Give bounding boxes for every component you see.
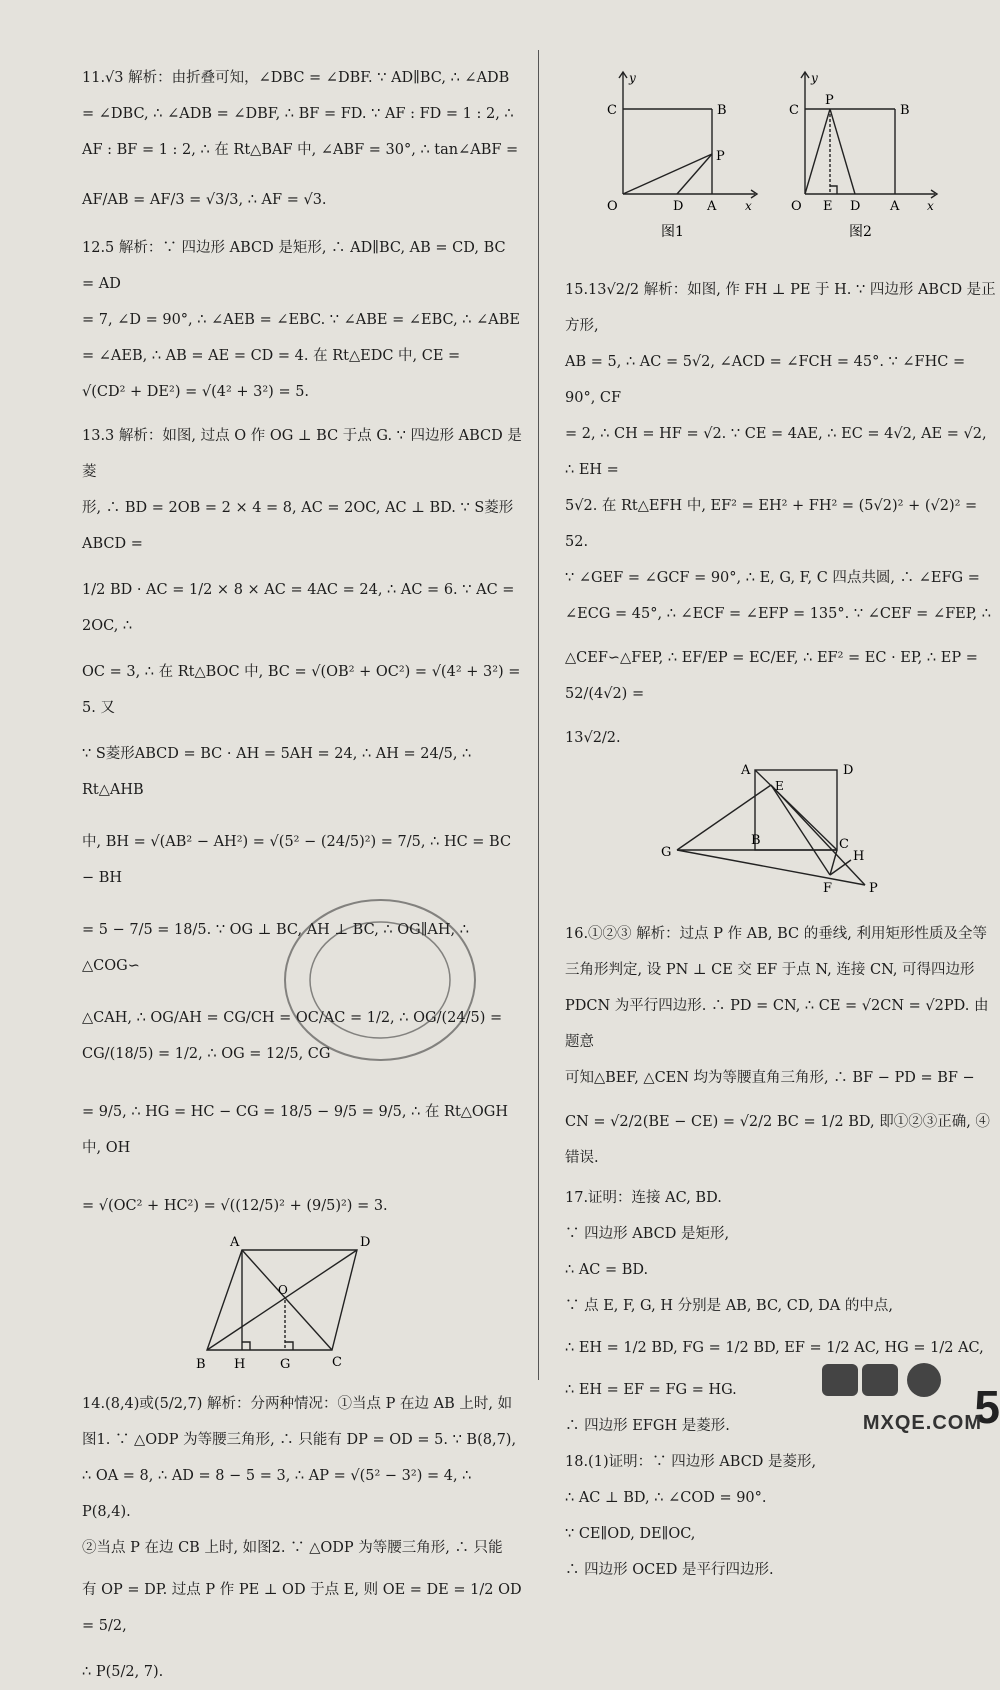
line: AF/AB = AF/3 = √3/3, ∴ AF = √3. [82,192,327,208]
label-C: C [839,837,849,852]
label-A: A [230,1235,240,1250]
label-F: F [823,881,833,896]
line: 14.(8,4)或(5/2,7) 解析：分两种情况：①当点 P 在边 AB 上时, 如 [82,1396,513,1412]
label-A: A [741,763,751,778]
line: ∴ AC = BD. [565,1262,649,1278]
label-A: A [890,199,900,214]
line: △CEF∽△FEP, ∴ EF/EP = EC/EF, ∴ EF² = EC · EP, ∴ EP = 52/(4√2) = [565,650,978,702]
figure-14-graphs [565,64,985,254]
label-O: O [278,1283,288,1297]
label-P: P [716,149,725,164]
line: ∴ AC ⊥ BD, ∴ ∠COD = 90°. [565,1490,767,1506]
line: ∴ 四边形 OCED 是平行四边形. [565,1562,774,1578]
label-D: D [673,199,684,214]
line: ∴ EH = EF = FG = HG. [565,1382,737,1398]
label-C: C [607,103,617,118]
label-B: B [900,103,910,118]
answer-12 [82,230,522,410]
line: 13√2/2. [565,730,621,746]
line: 13.3 解析：如图, 过点 O 作 OG ⊥ BC 于点 G. ∵ 四边形 ABCD 是菱 [82,428,522,480]
line: 有 OP = DP. 过点 P 作 PE ⊥ OD 于点 E, 则 OE = DE = 1/2 OD = 5/2, [82,1582,522,1634]
line: 15.13√2/2 解析：如图, 作 FH ⊥ PE 于 H. ∵ 四边形 ABCD 是正方形, [565,282,996,334]
watermark-stamp [270,880,490,1080]
line: ∵ S菱形ABCD = BC · AH = 5AH = 24, ∴ AH = 24/5, ∴ Rt△AHB [82,746,472,798]
label-D: D [843,763,854,778]
label-P: P [825,93,834,108]
line: ∴ P(5/2, 7). [82,1664,164,1680]
line: 形, ∴ BD = 2OB = 2 × 4 = 8, AC = 2OC, AC ⊥ BD. ∵ S菱形ABCD = [82,500,514,552]
line: 图1. ∵ △ODP 为等腰三角形, ∴ 只能有 DP = OD = 5. ∵ B(8,7), [82,1432,517,1448]
label-B: B [196,1357,206,1372]
label-O: O [791,199,802,214]
line: = 2, ∴ CH = HF = √2. ∵ CE = 4AE, ∴ EC = 4√2, AE = √2, ∴ EH = [565,426,987,478]
line: 1/2 BD · AC = 1/2 × 8 × AC = 4AC = 24, ∴ AC = 6. ∵ AC = 2OC, ∴ [82,582,515,634]
line: ∵ ∠GEF = ∠GCF = 90°, ∴ E, G, F, C 四点共圆, ∴ ∠EFG = [565,570,980,586]
line: AB = 5, ∴ AC = 5√2, ∠ACD = ∠FCH = 45°. ∵ ∠FHC = 90°, CF [565,354,966,406]
label-H: H [853,849,865,864]
answer-13 [82,418,522,1224]
line: 三角形判定, 设 PN ⊥ CE 交 EF 于点 N, 连接 CN, 可得四边形 [565,962,975,978]
line: ∵ CE∥OD, DE∥OC, [565,1526,696,1542]
column-divider [538,50,539,1380]
label-A: A [707,199,717,214]
figure-15-square [655,760,955,910]
answer-15 [565,272,997,756]
label-x: x [927,199,934,213]
logo-icon [822,1360,962,1400]
label-P: P [869,881,878,896]
line: 12.5 解析：∵ 四边形 ABCD 是矩形, ∴ AD∥BC, AB = CD, BC = AD [82,240,506,292]
label-C: C [332,1355,342,1370]
line: 可知△BEF, △CEN 均为等腰直角三角形, ∴ BF − PD = BF − [565,1070,975,1086]
label-D: D [360,1235,371,1250]
left-column [82,60,522,1690]
line: ∵ 四边形 ABCD 是矩形, [565,1226,730,1242]
answer-11 [82,60,522,218]
label-B: B [717,103,727,118]
line: PDCN 为平行四边形. ∴ PD = CN, ∴ CE = √2CN = √2PD. 由题意 [565,998,989,1050]
line: ∴ OA = 8, ∴ AD = 8 − 5 = 3, ∴ AP = √(5² − 3²) = 4, ∴ P(8,4). [82,1468,472,1520]
figure-2-caption: 图2 [849,224,872,240]
line: = 5 − 7/5 = 18/5. ∵ OG ⊥ BC, AH ⊥ BC, ∴ OG∥AH, ∴ △COG∽ [82,922,469,974]
line: △CAH, ∴ OG/AH = CG/CH = OC/AC = 1/2, ∴ OG/(24/5) = CG/(18/5) = 1/2, ∴ OG = 12/5, CG [82,1010,503,1062]
line: 18.(1)证明：∵ 四边形 ABCD 是菱形, [565,1454,817,1470]
line: 5√2. 在 Rt△EFH 中, EF² = EH² + FH² = (5√2)² + (√2)² = 52. [565,498,978,550]
line: 16.①②③ 解析：过点 P 作 AB, BC 的垂线, 利用矩形性质及全等 [565,926,987,942]
label-G: G [661,845,672,860]
line: ∠ECG = 45°, ∴ ∠ECF = ∠EFP = 135°. ∵ ∠CEF = ∠FEP, ∴ [565,606,992,622]
line: 17.证明：连接 AC, BD. [565,1190,722,1206]
label-C: C [789,103,799,118]
line: ∴ 四边形 EFGH 是菱形. [565,1418,730,1434]
answer-18 [565,1444,997,1588]
label-D: D [850,199,861,214]
figure-13-rhombus [182,1230,482,1380]
line: 中, BH = √(AB² − AH²) = √(5² − (24/5)²) = 7/5, ∴ HC = BC − BH [82,834,512,886]
label-O: O [607,199,618,214]
line: = ∠DBC, ∴ ∠ADB = ∠DBF, ∴ BF = FD. ∵ AF : FD = 1 : 2, ∴ [82,106,514,122]
line: = 9/5, ∴ HG = HC − CG = 18/5 − 9/5 = 9/5, ∴ 在 Rt△OGH 中, OH [82,1104,509,1156]
page-number: 5 [974,1381,1000,1433]
line: 11.√3 解析：由折叠可知，∠DBC = ∠DBF. ∵ AD∥BC, ∴ ∠ADB [82,70,510,86]
line: AF : BF = 1 : 2, ∴ 在 Rt△BAF 中, ∠ABF = 30°, ∴ tan∠ABF = [82,142,519,158]
label-y: y [811,71,818,85]
line: CN = √2/2(BE − CE) = √2/2 BC = 1/2 BD, 即①②③正确, ④错误. [565,1114,990,1166]
site-url: MXQE.COM [862,1412,982,1434]
answer-17 [565,1180,997,1444]
line: = √(OC² + HC²) = √((12/5)² + (9/5)²) = 3. [82,1198,388,1214]
label-x: x [745,199,752,213]
line: = 7, ∠D = 90°, ∴ ∠AEB = ∠EBC. ∵ ∠ABE = ∠EBC, ∴ ∠ABE [82,312,520,328]
answer-16 [565,916,997,1176]
figure-1-caption: 图1 [661,224,684,240]
label-H: H [234,1357,246,1372]
line: = ∠AEB, ∴ AB = AE = CD = 4. 在 Rt△EDC 中, CE = [82,348,461,364]
label-B: B [751,833,761,848]
line: OC = 3, ∴ 在 Rt△BOC 中, BC = √(OB² + OC²) = √(4² + 3²) = 5. 又 [82,664,521,716]
label-E: E [775,779,784,793]
label-G: G [280,1357,291,1372]
line: ∴ EH = 1/2 BD, FG = 1/2 BD, EF = 1/2 AC, HG = 1/2 AC, [565,1340,984,1356]
answer-14 [82,1386,522,1690]
line: ②当点 P 在边 CB 上时, 如图2. ∵ △ODP 为等腰三角形, ∴ 只能 [82,1540,503,1556]
line: ∵ 点 E, F, G, H 分别是 AB, BC, CD, DA 的中点, [565,1298,893,1314]
line: √(CD² + DE²) = √(4² + 3²) = 5. [82,384,310,400]
label-E: E [823,199,833,214]
label-y: y [629,71,636,85]
